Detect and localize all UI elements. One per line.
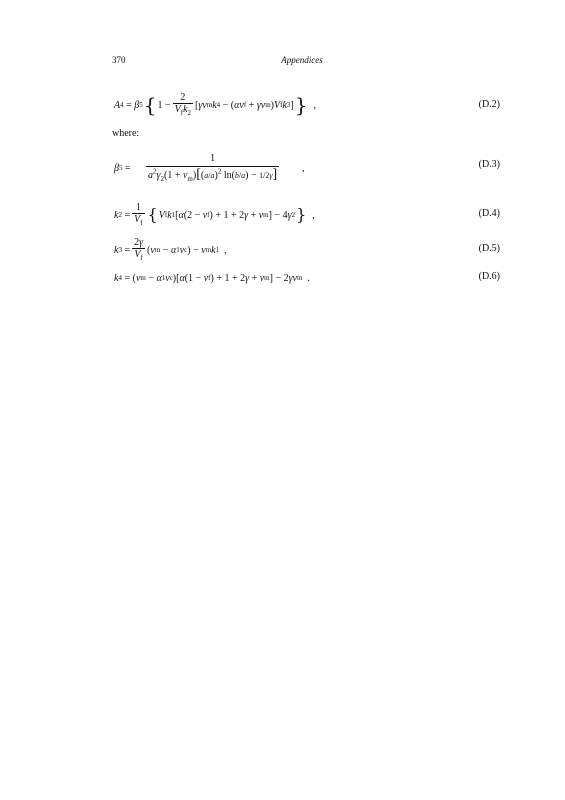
equation-d5 (114, 234, 500, 266)
page-number: 370 (112, 55, 126, 65)
equation-label: (D.2) (478, 99, 500, 110)
equation-label: (D.4) (478, 208, 500, 219)
equation-d3 (114, 147, 500, 189)
equation-d3-body: β 5 = $\frac{1}{a^2\gamma_2(1 + \nu_m)[(a/a)^2 \ln(b/a) - 1/2\gamma]}$ , (114, 152, 305, 183)
equation-label: (D.5) (478, 243, 500, 254)
equation-d2 (114, 88, 500, 122)
equation-d4-body: k 2 = $\frac{1}{V_f}$ { V f k 1 [ α (2 − ν f ) + 1 + 2 γ + ν m ] − 4 γ 2 } , (114, 202, 315, 228)
equation-d2-body: A 4 = β 5 { 1 − $\frac{2}{V_fk_2}$ [ γν m k 4 − ( αν f + γν m ) V f k 3 ] } , (114, 92, 316, 118)
equation-d6-body: k 4 = ( ν m − α 1 ν c )[ α (1 − ν f ) + 1 + 2 γ + ν m ] − 2 γν m . (114, 272, 310, 284)
equation-label: (D.6) (478, 271, 500, 282)
page-header (112, 55, 492, 69)
equation-label: (D.3) (478, 159, 500, 170)
equation-d4 (114, 199, 500, 231)
equation-d5-body: k 3 = $\frac{2\gamma}{V_f}$ ( ν m − α 1 ν c ) − ν m k 1 , (114, 237, 227, 263)
where-label: where: (112, 128, 140, 139)
running-head: Appendices (281, 55, 323, 65)
equation-d6 (114, 270, 500, 286)
